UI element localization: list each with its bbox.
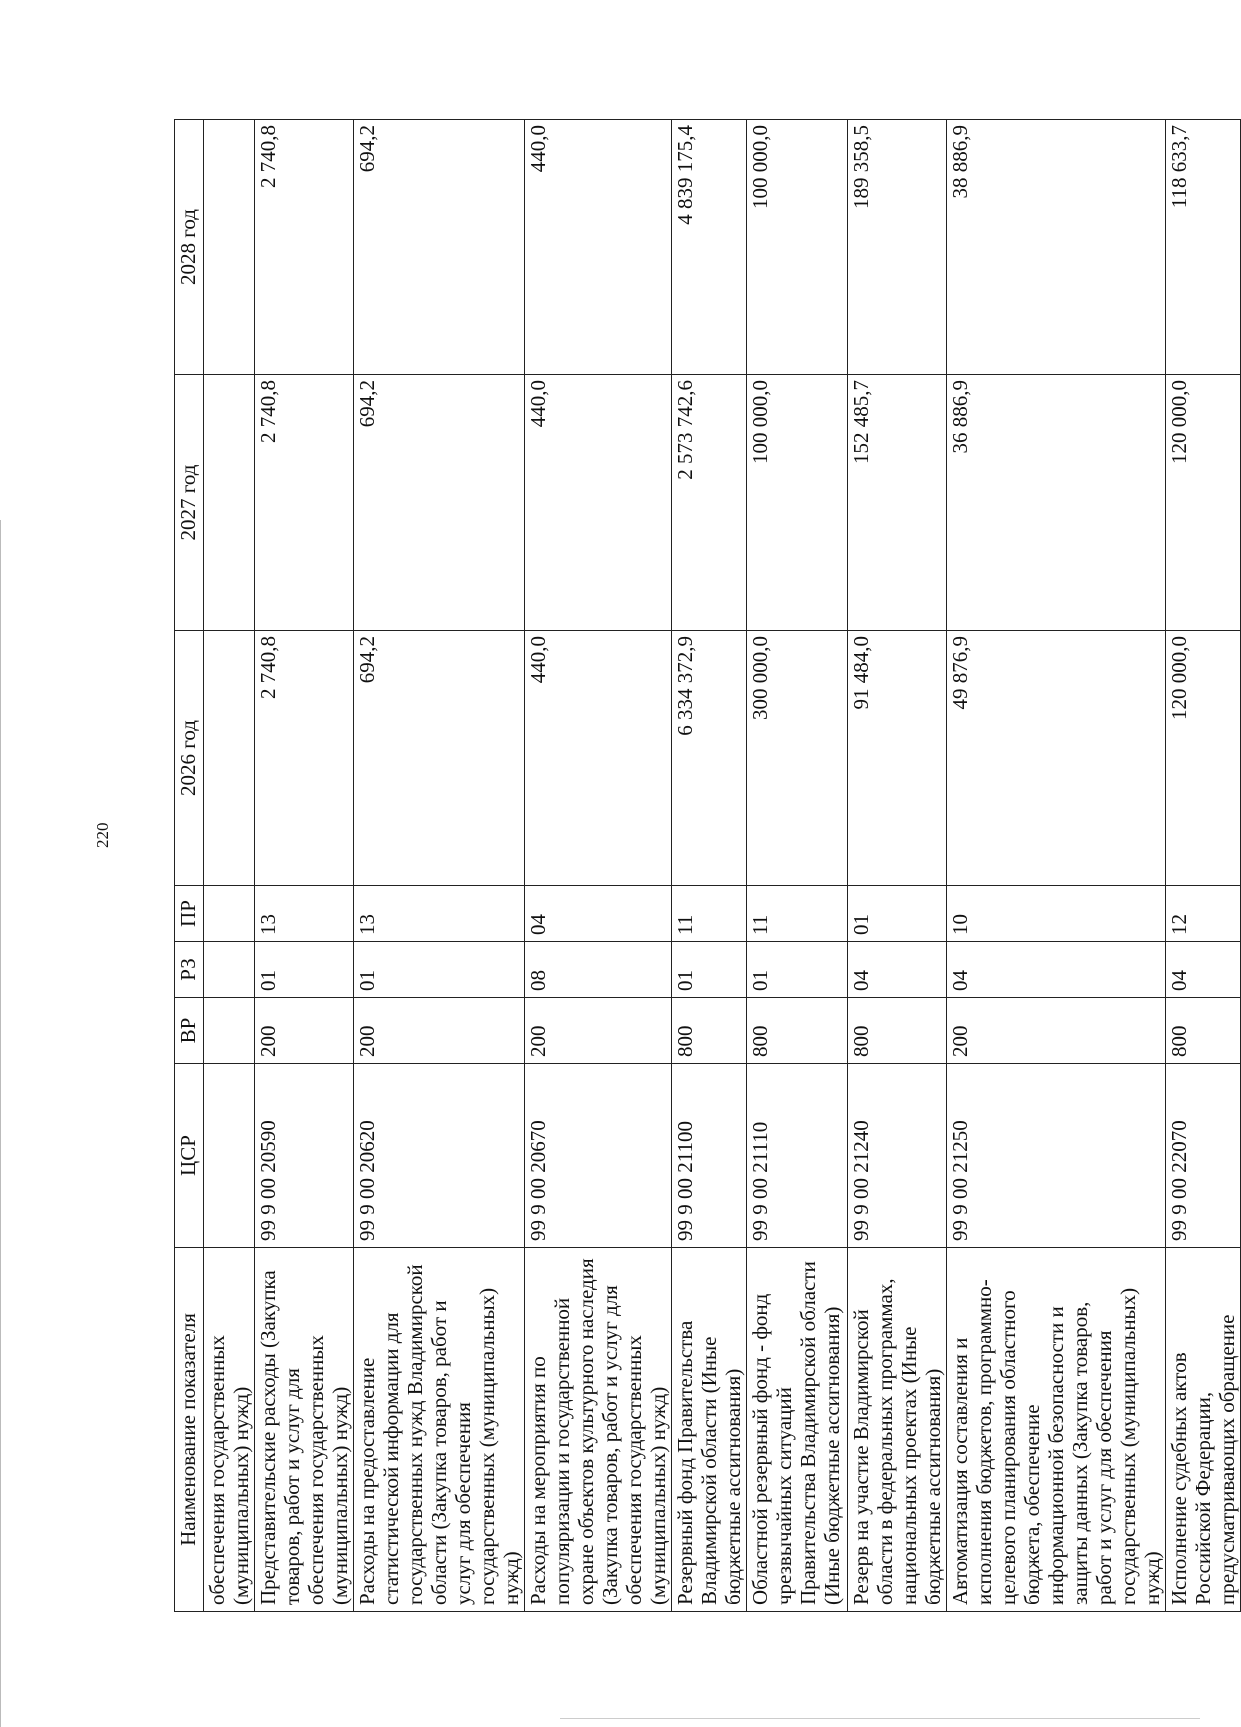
- row-2027: 36 886,9: [947, 375, 1166, 631]
- rotated-page-content: [174, 120, 1239, 1612]
- row-name: обеспечения государственных (муниципальных) нужд): [204, 1248, 255, 1612]
- row-pr: 13: [354, 886, 525, 942]
- row-name: Резерв на участие Владимирской области в федеральных программах, национальных проектах (Иные бюджетные ассигнования): [848, 1248, 947, 1612]
- row-csr: 99 9 00 21100: [672, 1064, 747, 1248]
- row-pr: 10: [947, 886, 1166, 942]
- row-rz: 04: [1166, 942, 1241, 998]
- column-header-csr: ЦСР: [175, 1064, 204, 1248]
- row-csr: 99 9 00 22070: [1166, 1064, 1241, 1248]
- row-csr: 99 9 00 20670: [525, 1064, 672, 1248]
- row-2027: 2 573 742,6: [672, 375, 747, 631]
- row-2027: 120 000,0: [1166, 375, 1241, 631]
- row-2028: 118 633,7: [1166, 120, 1241, 375]
- row-2027: 694,2: [354, 375, 525, 631]
- row-rz: 04: [947, 942, 1166, 998]
- row-pr: 01: [848, 886, 947, 942]
- row-2028: 4 839 175,4: [672, 120, 747, 375]
- row-pr: 12: [1166, 886, 1241, 942]
- row-2027: 152 485,7: [848, 375, 947, 631]
- table-row: [848, 120, 947, 1612]
- row-2027: 2 740,8: [255, 375, 354, 631]
- row-rz: 01: [354, 942, 525, 998]
- row-2028: [204, 120, 255, 375]
- row-csr: 99 9 00 21250: [947, 1064, 1166, 1248]
- column-header-pr: ПР: [175, 886, 204, 942]
- row-pr: 13: [255, 886, 354, 942]
- column-header-vr: ВР: [175, 998, 204, 1064]
- row-csr: 99 9 00 21110: [747, 1064, 848, 1248]
- row-2026: 49 876,9: [947, 631, 1166, 886]
- row-2028: 2 740,8: [255, 120, 354, 375]
- row-name: Расходы на предоставление статистической информации для государственных нужд Владимирской области (Закупка товаров, работ и услуг для обеспечения государственных (муниципальных) нужд): [354, 1248, 525, 1612]
- row-2028: 189 358,5: [848, 120, 947, 375]
- row-2027: 100 000,0: [747, 375, 848, 631]
- row-csr: 99 9 00 20590: [255, 1064, 354, 1248]
- table-row: [354, 120, 525, 1612]
- row-rz: 08: [525, 942, 672, 998]
- row-vr: 800: [747, 998, 848, 1064]
- row-2026: 91 484,0: [848, 631, 947, 886]
- row-vr: 200: [947, 998, 1166, 1064]
- scan-bottom-line: [560, 1718, 1200, 1719]
- row-rz: 01: [255, 942, 354, 998]
- column-header-2027: 2027 год: [175, 375, 204, 631]
- row-2026: 300 000,0: [747, 631, 848, 886]
- row-pr: 11: [747, 886, 848, 942]
- row-vr: 200: [255, 998, 354, 1064]
- row-2028: 38 886,9: [947, 120, 1166, 375]
- row-rz: [204, 942, 255, 998]
- row-rz: 01: [747, 942, 848, 998]
- table-row: [947, 120, 1166, 1612]
- row-vr: 200: [354, 998, 525, 1064]
- row-pr: [204, 886, 255, 942]
- row-2028: 694,2: [354, 120, 525, 375]
- row-vr: 800: [848, 998, 947, 1064]
- row-2026: 120 000,0: [1166, 631, 1241, 886]
- row-name: Автоматизация составления и исполнения бюджетов, программно-целевого планирования областного бюджета, обеспечение информационной безопасности и защиты данных (Закупка товаров, работ и услуг для обеспечения государственных (муниципальных) нужд): [947, 1248, 1166, 1612]
- table-row: [525, 120, 672, 1612]
- table-row: [1166, 120, 1241, 1612]
- row-csr: [204, 1064, 255, 1248]
- row-2027: 440,0: [525, 375, 672, 631]
- row-name: Исполнение судебных актов Российской Федерации, предусматривающих обращение: [1166, 1248, 1241, 1612]
- row-2026: 2 740,8: [255, 631, 354, 886]
- row-2028: 440,0: [525, 120, 672, 375]
- row-name: Расходы на мероприятия по популяризации и государственной охране объектов культурного наследия (Закупка товаров, работ и услуг для обеспечения государственных (муниципальных) нужд): [525, 1248, 672, 1612]
- row-vr: [204, 998, 255, 1064]
- column-header-rz: РЗ: [175, 942, 204, 998]
- row-2027: [204, 375, 255, 631]
- table-row: [255, 120, 354, 1612]
- row-csr: 99 9 00 21240: [848, 1064, 947, 1248]
- scan-edge-line: [0, 520, 1, 1727]
- row-2026: 694,2: [354, 631, 525, 886]
- column-header-2028: 2028 год: [175, 120, 204, 375]
- row-vr: 800: [672, 998, 747, 1064]
- page-number: 220: [93, 822, 112, 848]
- column-header-2026: 2026 год: [175, 631, 204, 886]
- row-vr: 200: [525, 998, 672, 1064]
- row-vr: 800: [1166, 998, 1241, 1064]
- table-row: [204, 120, 255, 1612]
- row-2026: [204, 631, 255, 886]
- budget-table: [174, 119, 1241, 1612]
- row-rz: 04: [848, 942, 947, 998]
- row-pr: 11: [672, 886, 747, 942]
- row-name: Представительские расходы (Закупка товаров, работ и услуг для обеспечения государственных (муниципальных) нужд): [255, 1248, 354, 1612]
- row-name: Резервный фонд Правительства Владимирской области (Иные бюджетные ассигнования): [672, 1248, 747, 1612]
- column-header-name: Наименование показателя: [175, 1248, 204, 1612]
- table-row: [672, 120, 747, 1612]
- row-name: Областной резервный фонд - фонд чрезвычайных ситуаций Правительства Владимирской области (Иные бюджетные ассигнования): [747, 1248, 848, 1612]
- row-csr: 99 9 00 20620: [354, 1064, 525, 1248]
- table-header-row: [175, 120, 204, 1612]
- row-2026: 440,0: [525, 631, 672, 886]
- row-2026: 6 334 372,9: [672, 631, 747, 886]
- row-rz: 01: [672, 942, 747, 998]
- row-pr: 04: [525, 886, 672, 942]
- table-row: [747, 120, 848, 1612]
- row-2028: 100 000,0: [747, 120, 848, 375]
